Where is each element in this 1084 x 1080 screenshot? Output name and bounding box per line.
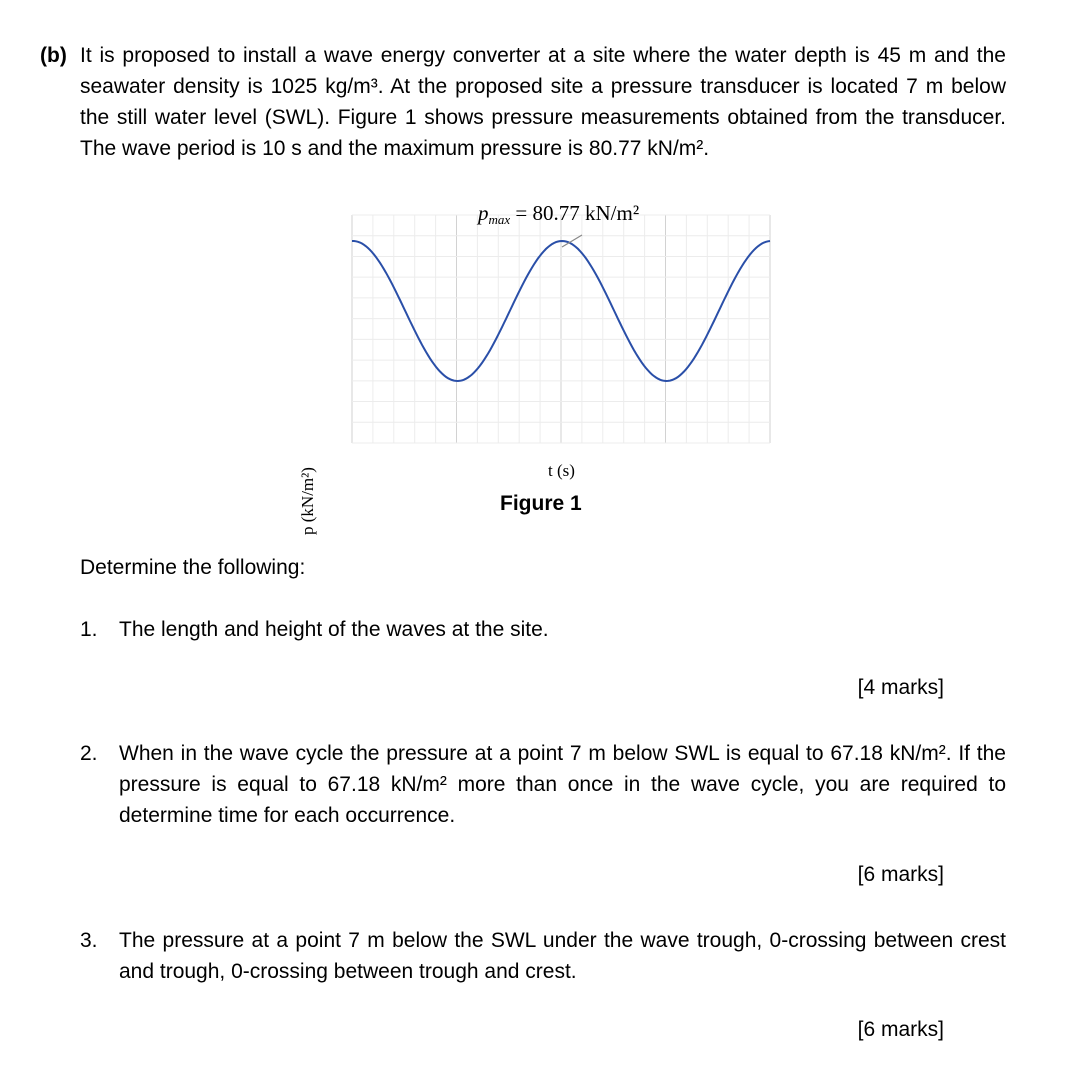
question-number: 1. xyxy=(80,618,98,641)
question-text: When in the wave cycle the pressure at a point 7 m below SWL is equal to 67.18 kN/m². If the pressure is equal to 67.18 kN/m² more than once in the wave cycle, you are required to determine time for each occurrence. xyxy=(119,742,1006,827)
x-axis-label: t (s) xyxy=(548,461,575,480)
intro-paragraph xyxy=(40,40,1006,164)
question-1 xyxy=(80,614,1006,645)
pmax-subscript: max xyxy=(488,212,511,227)
question-number: 3. xyxy=(80,929,98,952)
pmax-value: = 80.77 kN/m² xyxy=(515,201,640,225)
pmax-annotation xyxy=(478,201,639,226)
y-axis-label: p (kN/m²) xyxy=(298,467,317,535)
figure-1 xyxy=(298,195,780,535)
question-3 xyxy=(80,925,1006,987)
question-text: The length and height of the waves at the site. xyxy=(119,618,549,641)
marks-label: [6 marks] xyxy=(857,1018,944,1041)
question-text: The pressure at a point 7 m below the SWL under the wave trough, 0-crossing between crest and trough, 0-crossing between trough and crest. xyxy=(119,929,1006,983)
pmax-symbol: p xyxy=(478,201,489,225)
prompt-text: Determine the following: xyxy=(80,556,306,579)
question-number: 2. xyxy=(80,742,98,765)
marks-label: [6 marks] xyxy=(857,863,944,886)
question-2 xyxy=(80,738,1006,831)
part-label: (b) xyxy=(40,44,67,67)
pressure-chart xyxy=(300,195,780,455)
figure-caption: Figure 1 xyxy=(500,492,582,515)
intro-text: It is proposed to install a wave energy converter at a site where the water depth is 45 m and the seawater density is 1025 kg/m³. At the proposed site a pressure transducer is located 7 m below the still water level (SWL). Figure 1 shows pressure measurements obtained from the transducer. The wave period is 10 s and the maximum pressure is 80.77 kN/m². xyxy=(80,44,1006,160)
marks-label: [4 marks] xyxy=(857,676,944,699)
